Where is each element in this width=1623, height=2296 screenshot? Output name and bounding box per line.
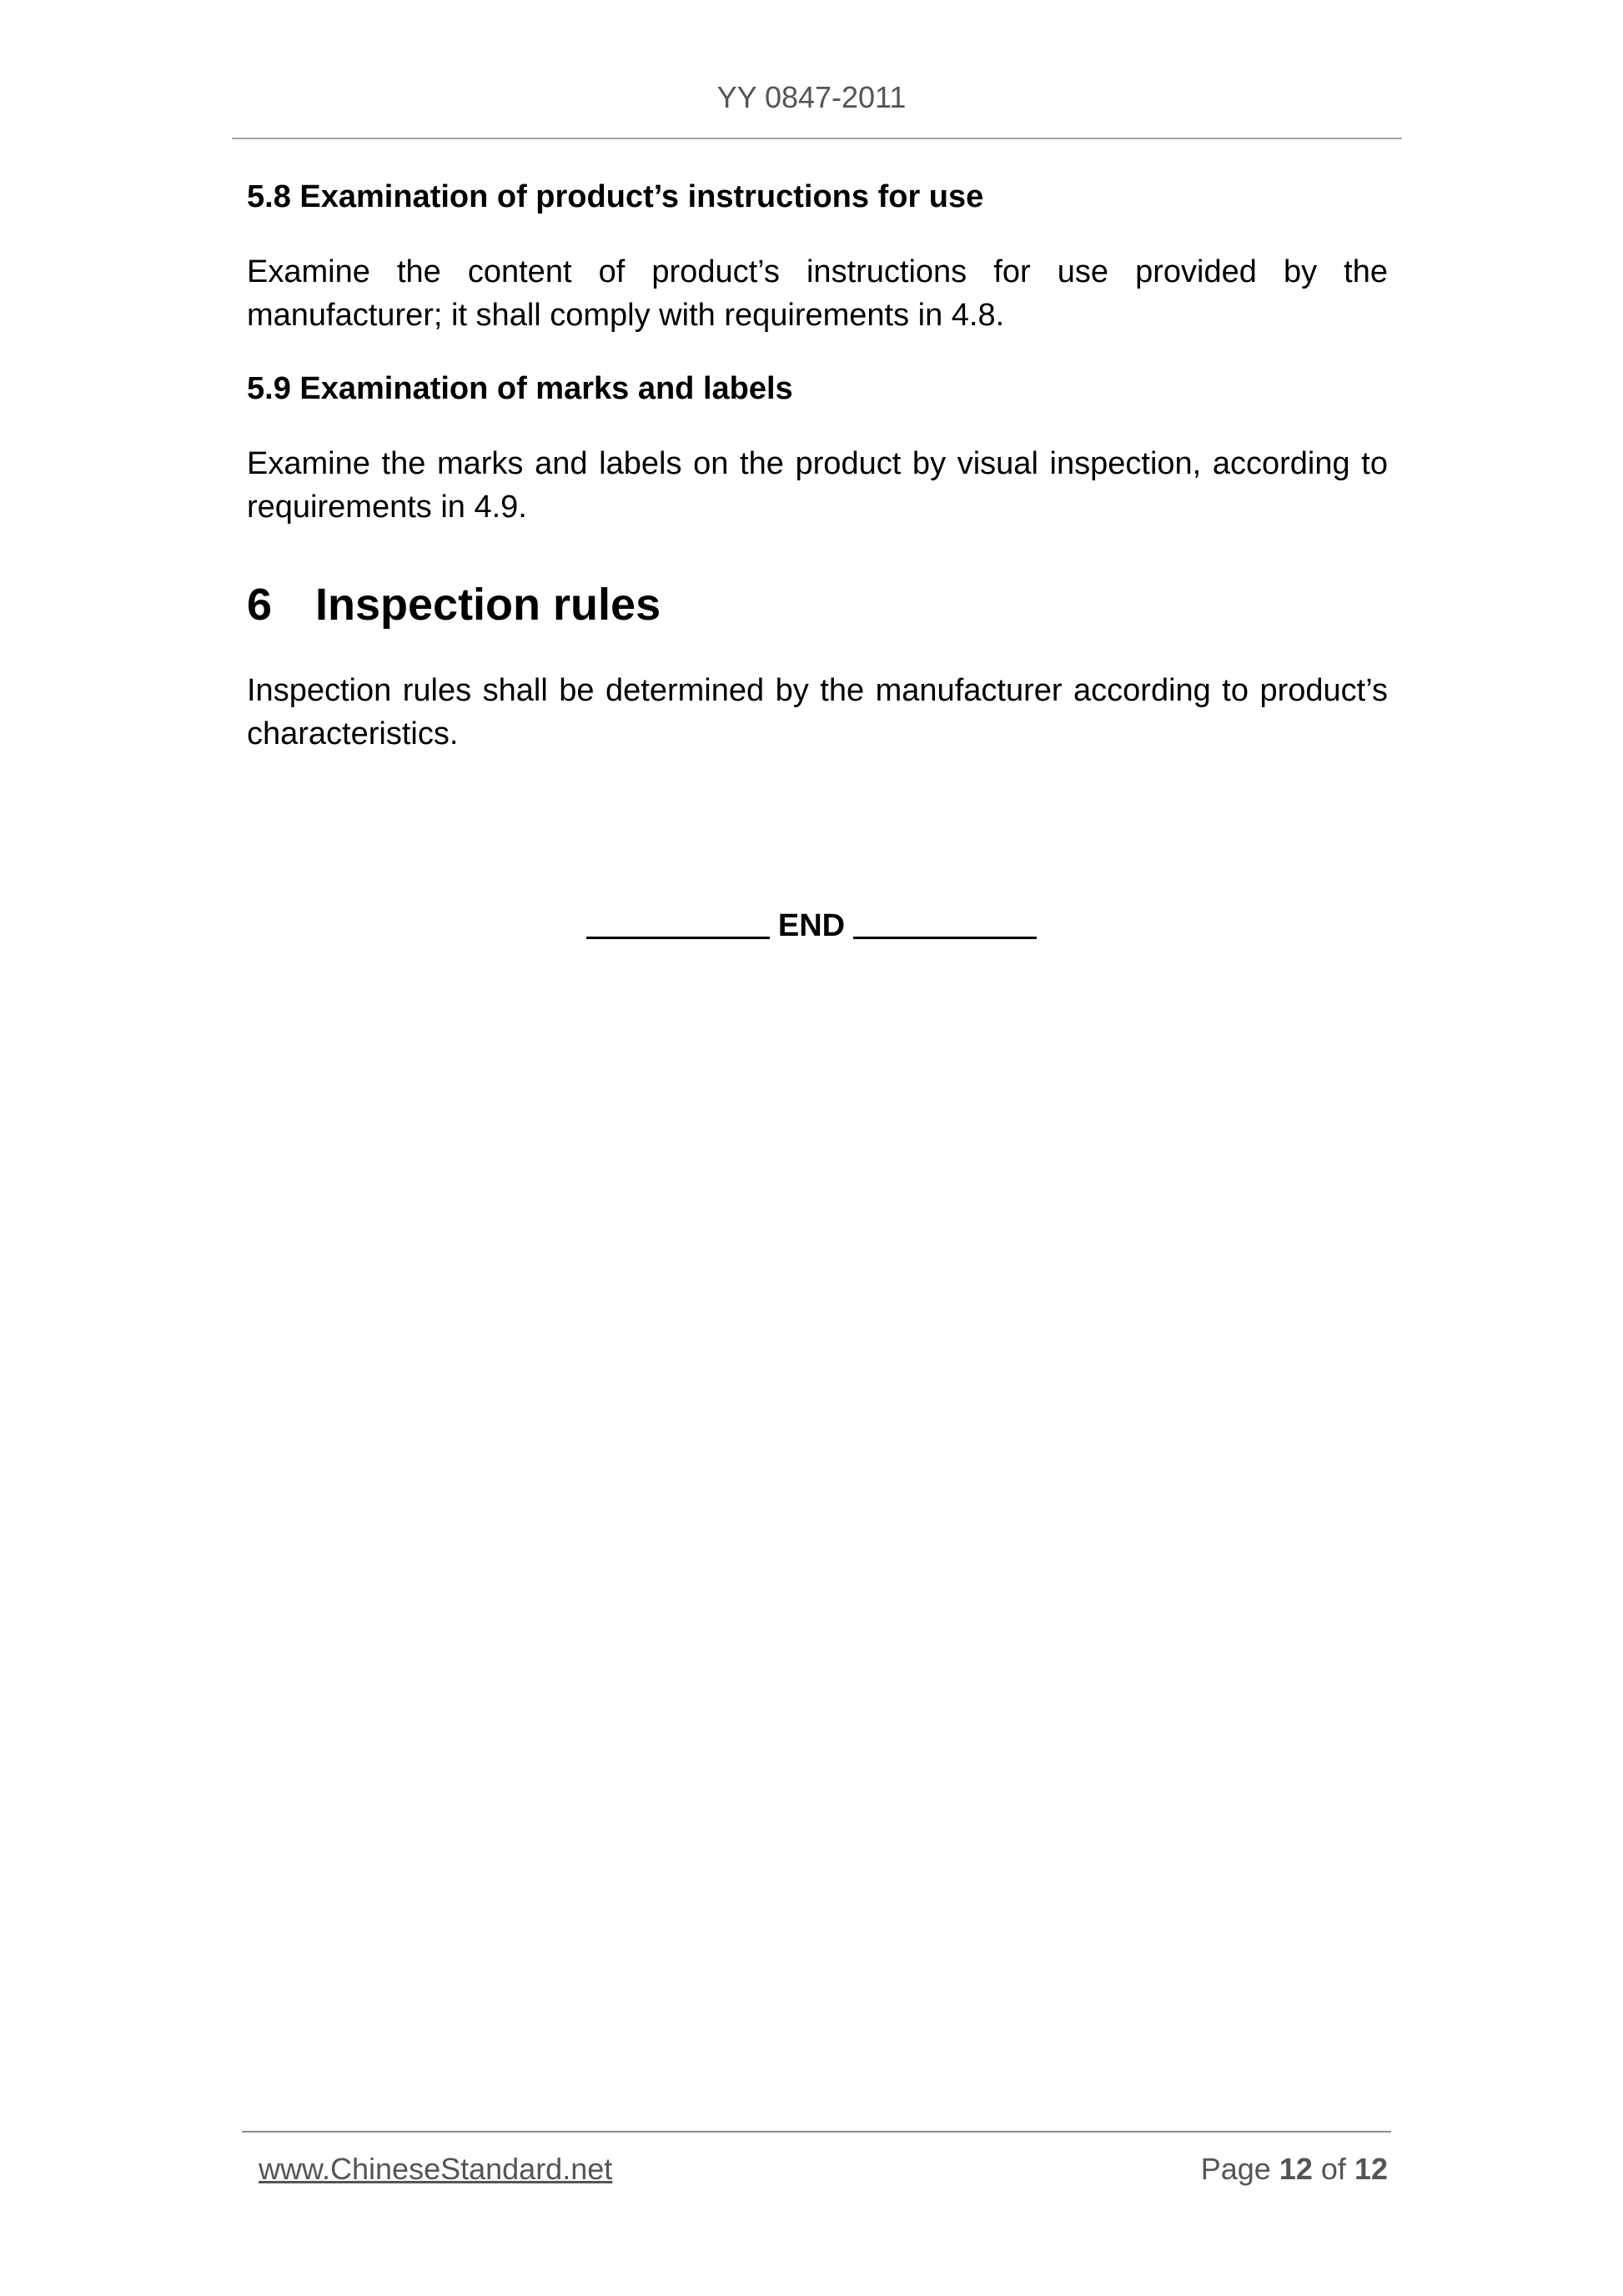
section-6-number: 6 — [247, 580, 273, 630]
current-page: 12 — [1279, 2152, 1313, 2186]
footer-divider — [242, 2131, 1391, 2133]
section-6-body: Inspection rules shall be determined by the manufacturer according to product’s characteristics. — [247, 673, 1388, 751]
page-word: Page — [1200, 2152, 1271, 2186]
end-line-right — [853, 937, 1037, 939]
of-word: of — [1320, 2152, 1346, 2186]
section-6-title: Inspection rules — [315, 580, 661, 630]
section-5-8-heading: 5.8 Examination of product’s instructions for use — [247, 179, 984, 214]
section-5-9-heading: 5.9 Examination of marks and labels — [247, 371, 793, 406]
end-marker — [0, 908, 1623, 944]
end-line-left — [586, 937, 770, 939]
footer-website-link[interactable]: www.ChineseStandard.net — [259, 2152, 613, 2186]
page-number — [1201, 2152, 1388, 2187]
section-5-9-body: Examine the marks and labels on the product by visual inspection, according to requirements in 4.9. — [247, 446, 1388, 525]
page-content — [247, 175, 1388, 756]
header-divider — [232, 138, 1402, 139]
section-6-heading — [247, 575, 1388, 634]
section-5-8-body: Examine the content of product’s instructions for use provided by the manufacturer; it shall comply with requirements in 4.8. — [247, 254, 1388, 333]
total-pages: 12 — [1354, 2152, 1388, 2186]
document-code-header: YY 0847-2011 — [716, 80, 907, 114]
end-label: END — [777, 908, 846, 943]
